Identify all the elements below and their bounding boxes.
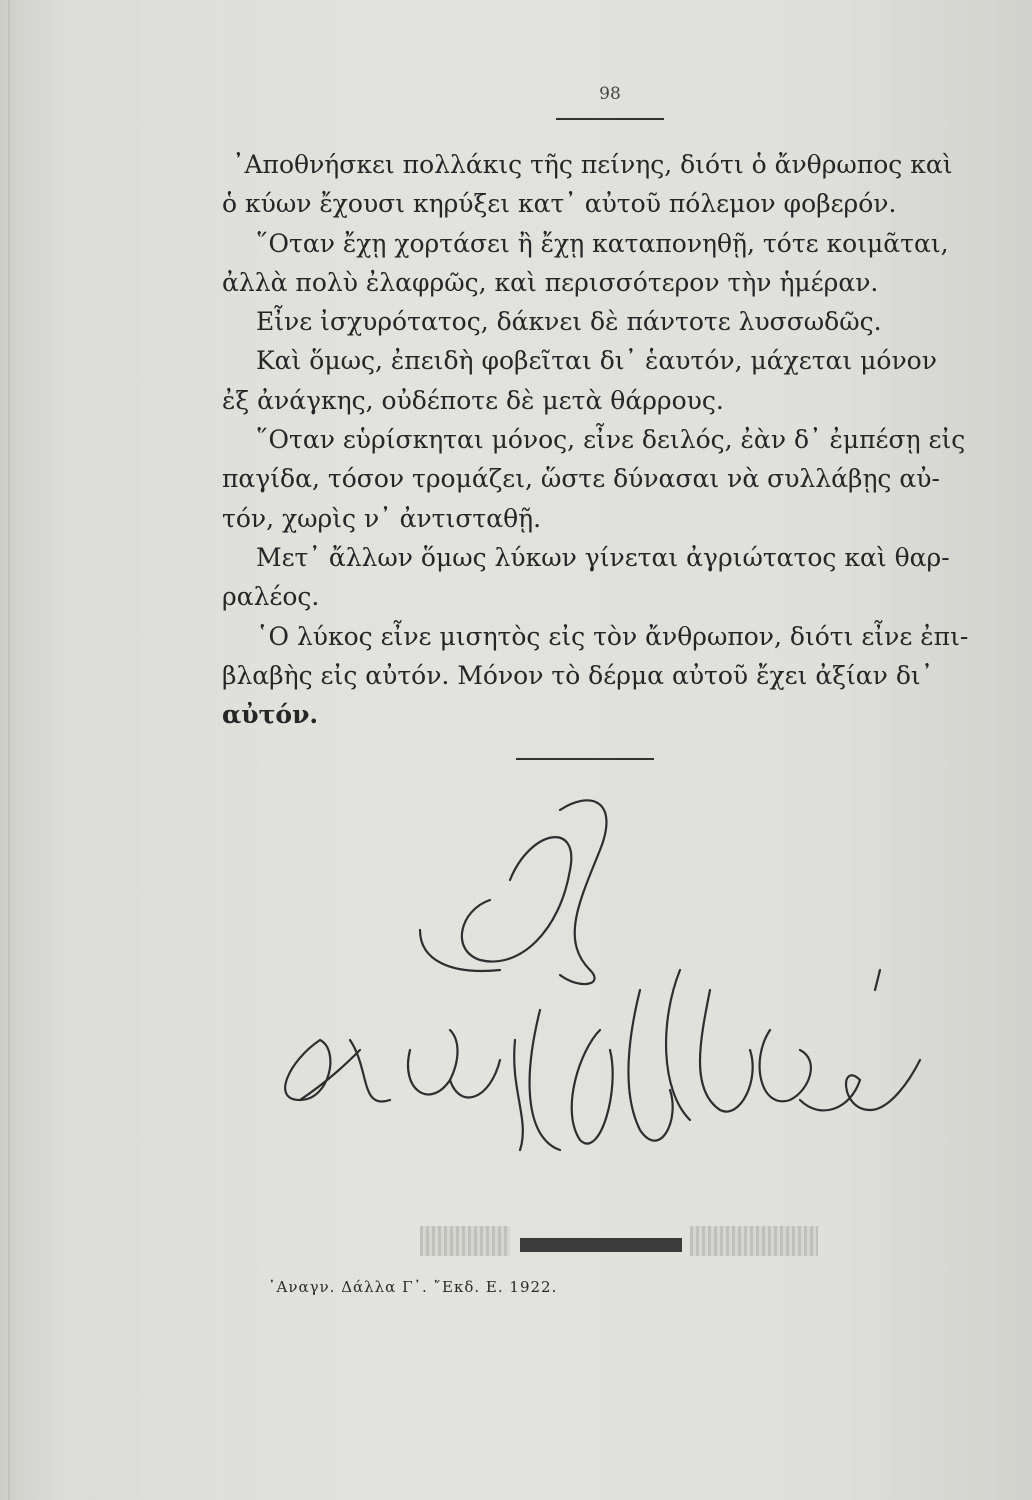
faded-ornament-right	[690, 1226, 818, 1256]
imprint-line: ᾿Αναγν. Δάλλα Γ᾿. ῎Εκδ. Ε. 1922.	[268, 1278, 558, 1296]
body-text	[222, 145, 982, 734]
text-line: ᾿Αποθνήσκει πολλάκις τῆς πείνης, διότι ὁ ἄνθρωπος καὶ	[232, 150, 953, 179]
text-line: ῞Οταν ἔχῃ χορτάσει ἢ ἔχῃ καταπονηθῇ, τότε κοιμᾶται,	[256, 228, 949, 258]
header-rule	[556, 118, 664, 120]
text-line: παγίδα, τόσον τρομάζει, ὥστε δύνασαι νὰ συλλάβῃς αὐ-	[222, 464, 940, 494]
text-line: ῞Οταν εὑρίσκηται μόνος, εἶνε δειλός, ἐὰν δ᾿ ἐμπέσῃ εἰς	[256, 425, 966, 455]
text-line: ἐξ ἀνάγκης, οὐδέποτε δὲ μετὰ θάρρους.	[222, 385, 724, 415]
text-line: αὐτόν.	[222, 700, 319, 730]
text-line: Εἶνε ἰσχυρότατος, δάκνει δὲ πάντοτε λυσσωδῶς.	[256, 307, 882, 337]
ornament-bar	[520, 1238, 682, 1252]
text-line: ἀλλὰ πολὺ ἐλαφρῶς, καὶ περισσότερον τὴν ἡμέραν.	[222, 267, 879, 297]
text-line: Μετ᾿ ἄλλων ὅμως λύκων γίνεται ἀγριώτατος καὶ θαρ-	[256, 542, 950, 572]
binding-edge	[8, 0, 10, 1500]
text-line: βλαβὴς εἰς αὐτόν. Μόνον τὸ δέρμα αὐτοῦ ἔχει ἀξίαν δι᾿	[222, 660, 934, 690]
page-number: 98	[599, 84, 621, 104]
section-rule	[516, 758, 654, 760]
text-line: ραλέος.	[222, 582, 320, 612]
faded-ornament-left	[420, 1226, 510, 1256]
text-line: ῾Ο λύκος εἶνε μισητὸς εἰς τὸν ἄνθρωπον, διότι εἶνε ἐπι-	[256, 621, 969, 651]
text-line: Καὶ ὅμως, ἐπειδὴ φοβεῖται δι᾿ ἑαυτόν, μάχεται μόνον	[256, 346, 937, 376]
text-line: τόν, χωρὶς ν᾿ ἀντισταθῇ.	[222, 503, 542, 533]
text-line: ὁ κύων ἔχουσι κηρύξει κατ᾿ αὐτοῦ πόλεμον φοβερόν.	[222, 189, 897, 219]
handwritten-signature	[260, 790, 960, 1230]
